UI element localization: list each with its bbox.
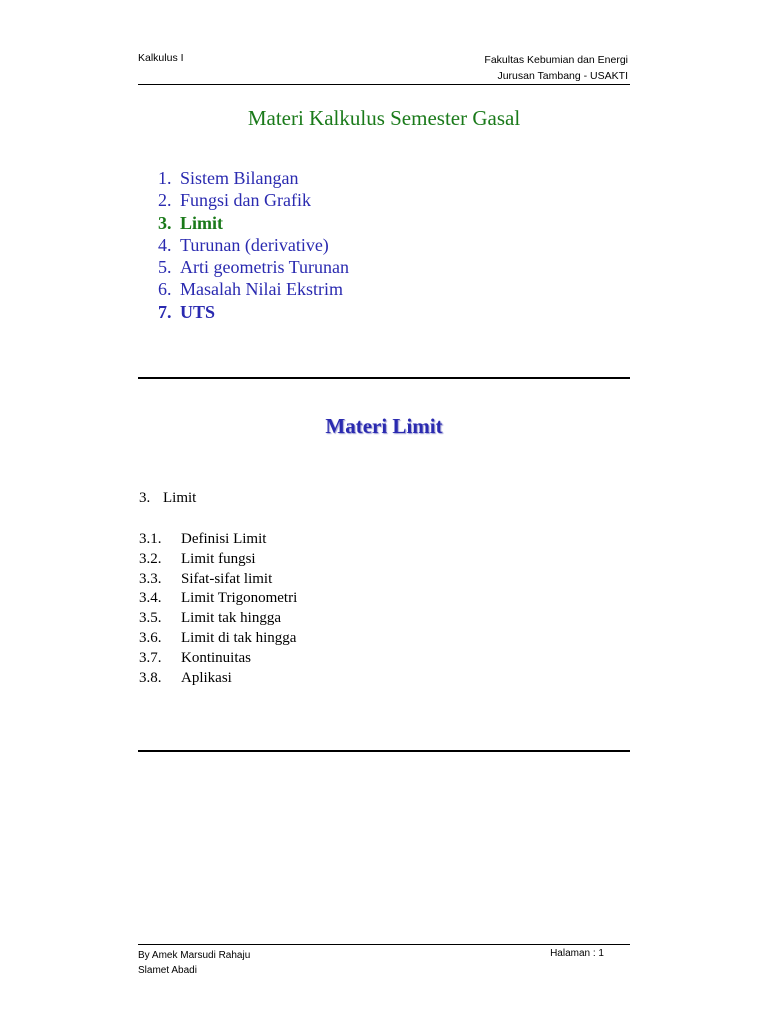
footer-author-2: Slamet Abadi bbox=[138, 965, 197, 976]
list-item: 3.6. Limit di tak hingga bbox=[139, 629, 297, 646]
section-divider bbox=[138, 750, 630, 752]
limit-title: Materi Limit bbox=[325, 414, 443, 438]
list-item: 4. Turunan (derivative) bbox=[158, 234, 329, 255]
list-item: 3.3. Sifat-sifat limit bbox=[139, 570, 273, 587]
list-item-current: 3. Limit bbox=[158, 212, 223, 233]
header-department: Jurusan Tambang - USAKTI bbox=[497, 70, 628, 82]
header-institution bbox=[484, 52, 628, 84]
list-item: 7. UTS bbox=[158, 301, 216, 322]
list-item: 3.4. Limit Trigonometri bbox=[139, 590, 298, 607]
list-item: 3.8. Aplikasi bbox=[139, 669, 232, 686]
list-item: 3.1. Definisi Limit bbox=[139, 531, 267, 547]
footer-divider bbox=[138, 944, 630, 945]
list-item: 6. Masalah Nilai Ekstrim bbox=[158, 279, 343, 300]
footer-page-number: Halaman : 1 bbox=[550, 948, 604, 959]
list-item: 2. Fungsi dan Grafik bbox=[158, 190, 311, 211]
footer-author-1: By Amek Marsudi Rahaju bbox=[138, 950, 251, 961]
list-item: 1. Sistem Bilangan bbox=[158, 168, 299, 188]
list-item: 3.2. Limit fungsi bbox=[139, 550, 256, 567]
limit-section-heading: 3. Limit bbox=[139, 490, 197, 506]
syllabus-title: Materi Kalkulus Semester Gasal bbox=[247, 106, 521, 130]
list-item: 3.5. Limit tak hingga bbox=[139, 610, 281, 627]
header-divider bbox=[138, 84, 630, 85]
list-item: 5. Arti geometris Turunan bbox=[158, 257, 349, 278]
syllabus-list bbox=[158, 167, 349, 323]
header-course: Kalkulus I bbox=[138, 52, 184, 64]
list-item: 3.7. Kontinuitas bbox=[139, 649, 251, 666]
header-faculty: Fakultas Kebumian dan Energi bbox=[484, 54, 628, 66]
section-divider bbox=[138, 377, 630, 379]
footer-authors bbox=[138, 948, 250, 978]
limit-topic-list bbox=[139, 530, 297, 688]
